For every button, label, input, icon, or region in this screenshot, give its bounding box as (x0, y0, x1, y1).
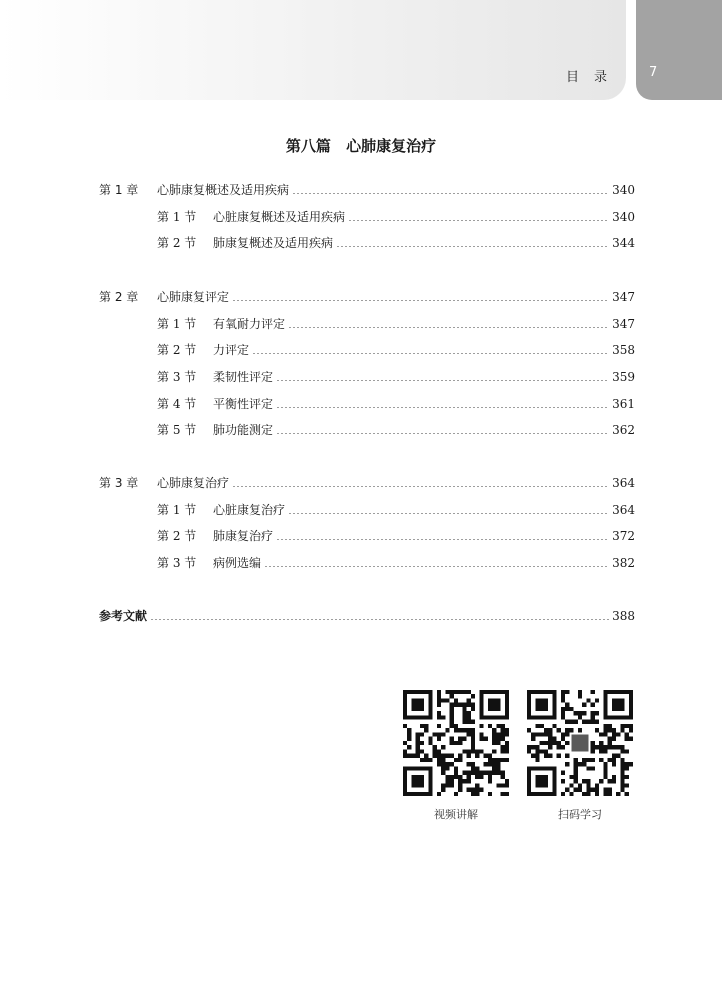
toc-title: 病例选编 (213, 556, 262, 570)
toc-page: 340 (612, 210, 635, 224)
leader-dots (288, 513, 609, 514)
qr-code-icon[interactable] (403, 690, 509, 796)
toc-chapter-3[interactable] (99, 474, 635, 494)
leader-dots (348, 220, 609, 221)
toc-number: 第 3 节 (157, 370, 197, 384)
qr-label-video: 视频讲解 (434, 808, 478, 821)
leader-dots (276, 433, 609, 434)
toc-number: 第 1 节 (157, 210, 197, 224)
toc-title: 心肺康复治疗 (157, 476, 230, 490)
toc-page: 358 (612, 343, 635, 357)
leader-dots (276, 407, 609, 408)
toc-chapter-1[interactable] (99, 181, 635, 201)
toc-page: 362 (612, 423, 635, 437)
toc-title: 肺功能测定 (213, 423, 274, 437)
toc-page: 372 (612, 529, 635, 543)
toc-section-3-3[interactable] (157, 554, 635, 574)
toc-title: 肺康复治疗 (213, 529, 274, 543)
toc-title: 力评定 (213, 343, 250, 357)
part-title: 第八篇 心肺康复治疗 (285, 137, 437, 155)
leader-dots (232, 300, 609, 301)
toc-page: 388 (612, 609, 635, 623)
toc-number: 第 4 节 (157, 397, 197, 411)
toc-page: 364 (612, 503, 635, 517)
toc-title: 心脏康复治疗 (213, 503, 286, 517)
toc-title: 心肺康复概述及适用疾病 (157, 183, 290, 197)
toc-number: 第 2 节 (157, 236, 197, 250)
toc-number: 第 5 节 (157, 423, 197, 437)
toc-number: 第 2 节 (157, 529, 197, 543)
leader-dots (264, 566, 609, 567)
toc-page: 347 (612, 317, 635, 331)
toc-title: 心肺康复评定 (157, 290, 230, 304)
leader-dots (232, 486, 609, 487)
leader-dots (150, 619, 609, 620)
toc-title: 肺康复概述及适用疾病 (213, 236, 334, 250)
toc-section-2-2[interactable] (157, 341, 635, 361)
page-tab (636, 0, 722, 100)
toc-section-2-3[interactable] (157, 368, 635, 388)
toc-section-1-2[interactable] (157, 234, 635, 254)
toc-section-2-5[interactable] (157, 421, 635, 441)
toc-number: 第 1 节 (157, 503, 197, 517)
toc-page: 340 (612, 183, 635, 197)
toc-number: 第 3 节 (157, 556, 197, 570)
toc-title: 参考文献 (99, 609, 148, 623)
leader-dots (292, 193, 609, 194)
leader-dots (288, 327, 609, 328)
toc-title: 心脏康复概述及适用疾病 (213, 210, 346, 224)
toc-number: 第 1 章 (99, 183, 139, 197)
page-number: 7 (649, 65, 658, 80)
qr-label-scan: 扫码学习 (558, 808, 602, 821)
toc-number: 第 3 章 (99, 476, 139, 490)
toc-section-3-2[interactable] (157, 527, 635, 547)
toc-number: 第 1 节 (157, 317, 197, 331)
leader-dots (252, 353, 609, 354)
toc-section-1-1[interactable] (157, 208, 635, 228)
toc-page: 361 (612, 397, 635, 411)
toc-chapter-2[interactable] (99, 288, 635, 308)
toc-page: 382 (612, 556, 635, 570)
toc-title: 平衡性评定 (213, 397, 274, 411)
toc-title: 柔韧性评定 (213, 370, 274, 384)
toc-section-2-4[interactable] (157, 395, 635, 415)
leader-dots (276, 380, 609, 381)
toc-page: 364 (612, 476, 635, 490)
toc-section-3-1[interactable] (157, 501, 635, 521)
leader-dots (336, 246, 609, 247)
leader-dots (276, 539, 609, 540)
toc-number: 第 2 章 (99, 290, 139, 304)
toc-section-2-1[interactable] (157, 315, 635, 335)
toc-page: 344 (612, 236, 635, 250)
header-title: 目录 (566, 70, 623, 85)
toc-references[interactable] (99, 607, 635, 627)
qr-code-icon[interactable] (527, 690, 633, 796)
header-band (0, 0, 626, 100)
toc-title: 有氧耐力评定 (213, 317, 286, 331)
toc-page: 347 (612, 290, 635, 304)
toc-number: 第 2 节 (157, 343, 197, 357)
toc-page: 359 (612, 370, 635, 384)
